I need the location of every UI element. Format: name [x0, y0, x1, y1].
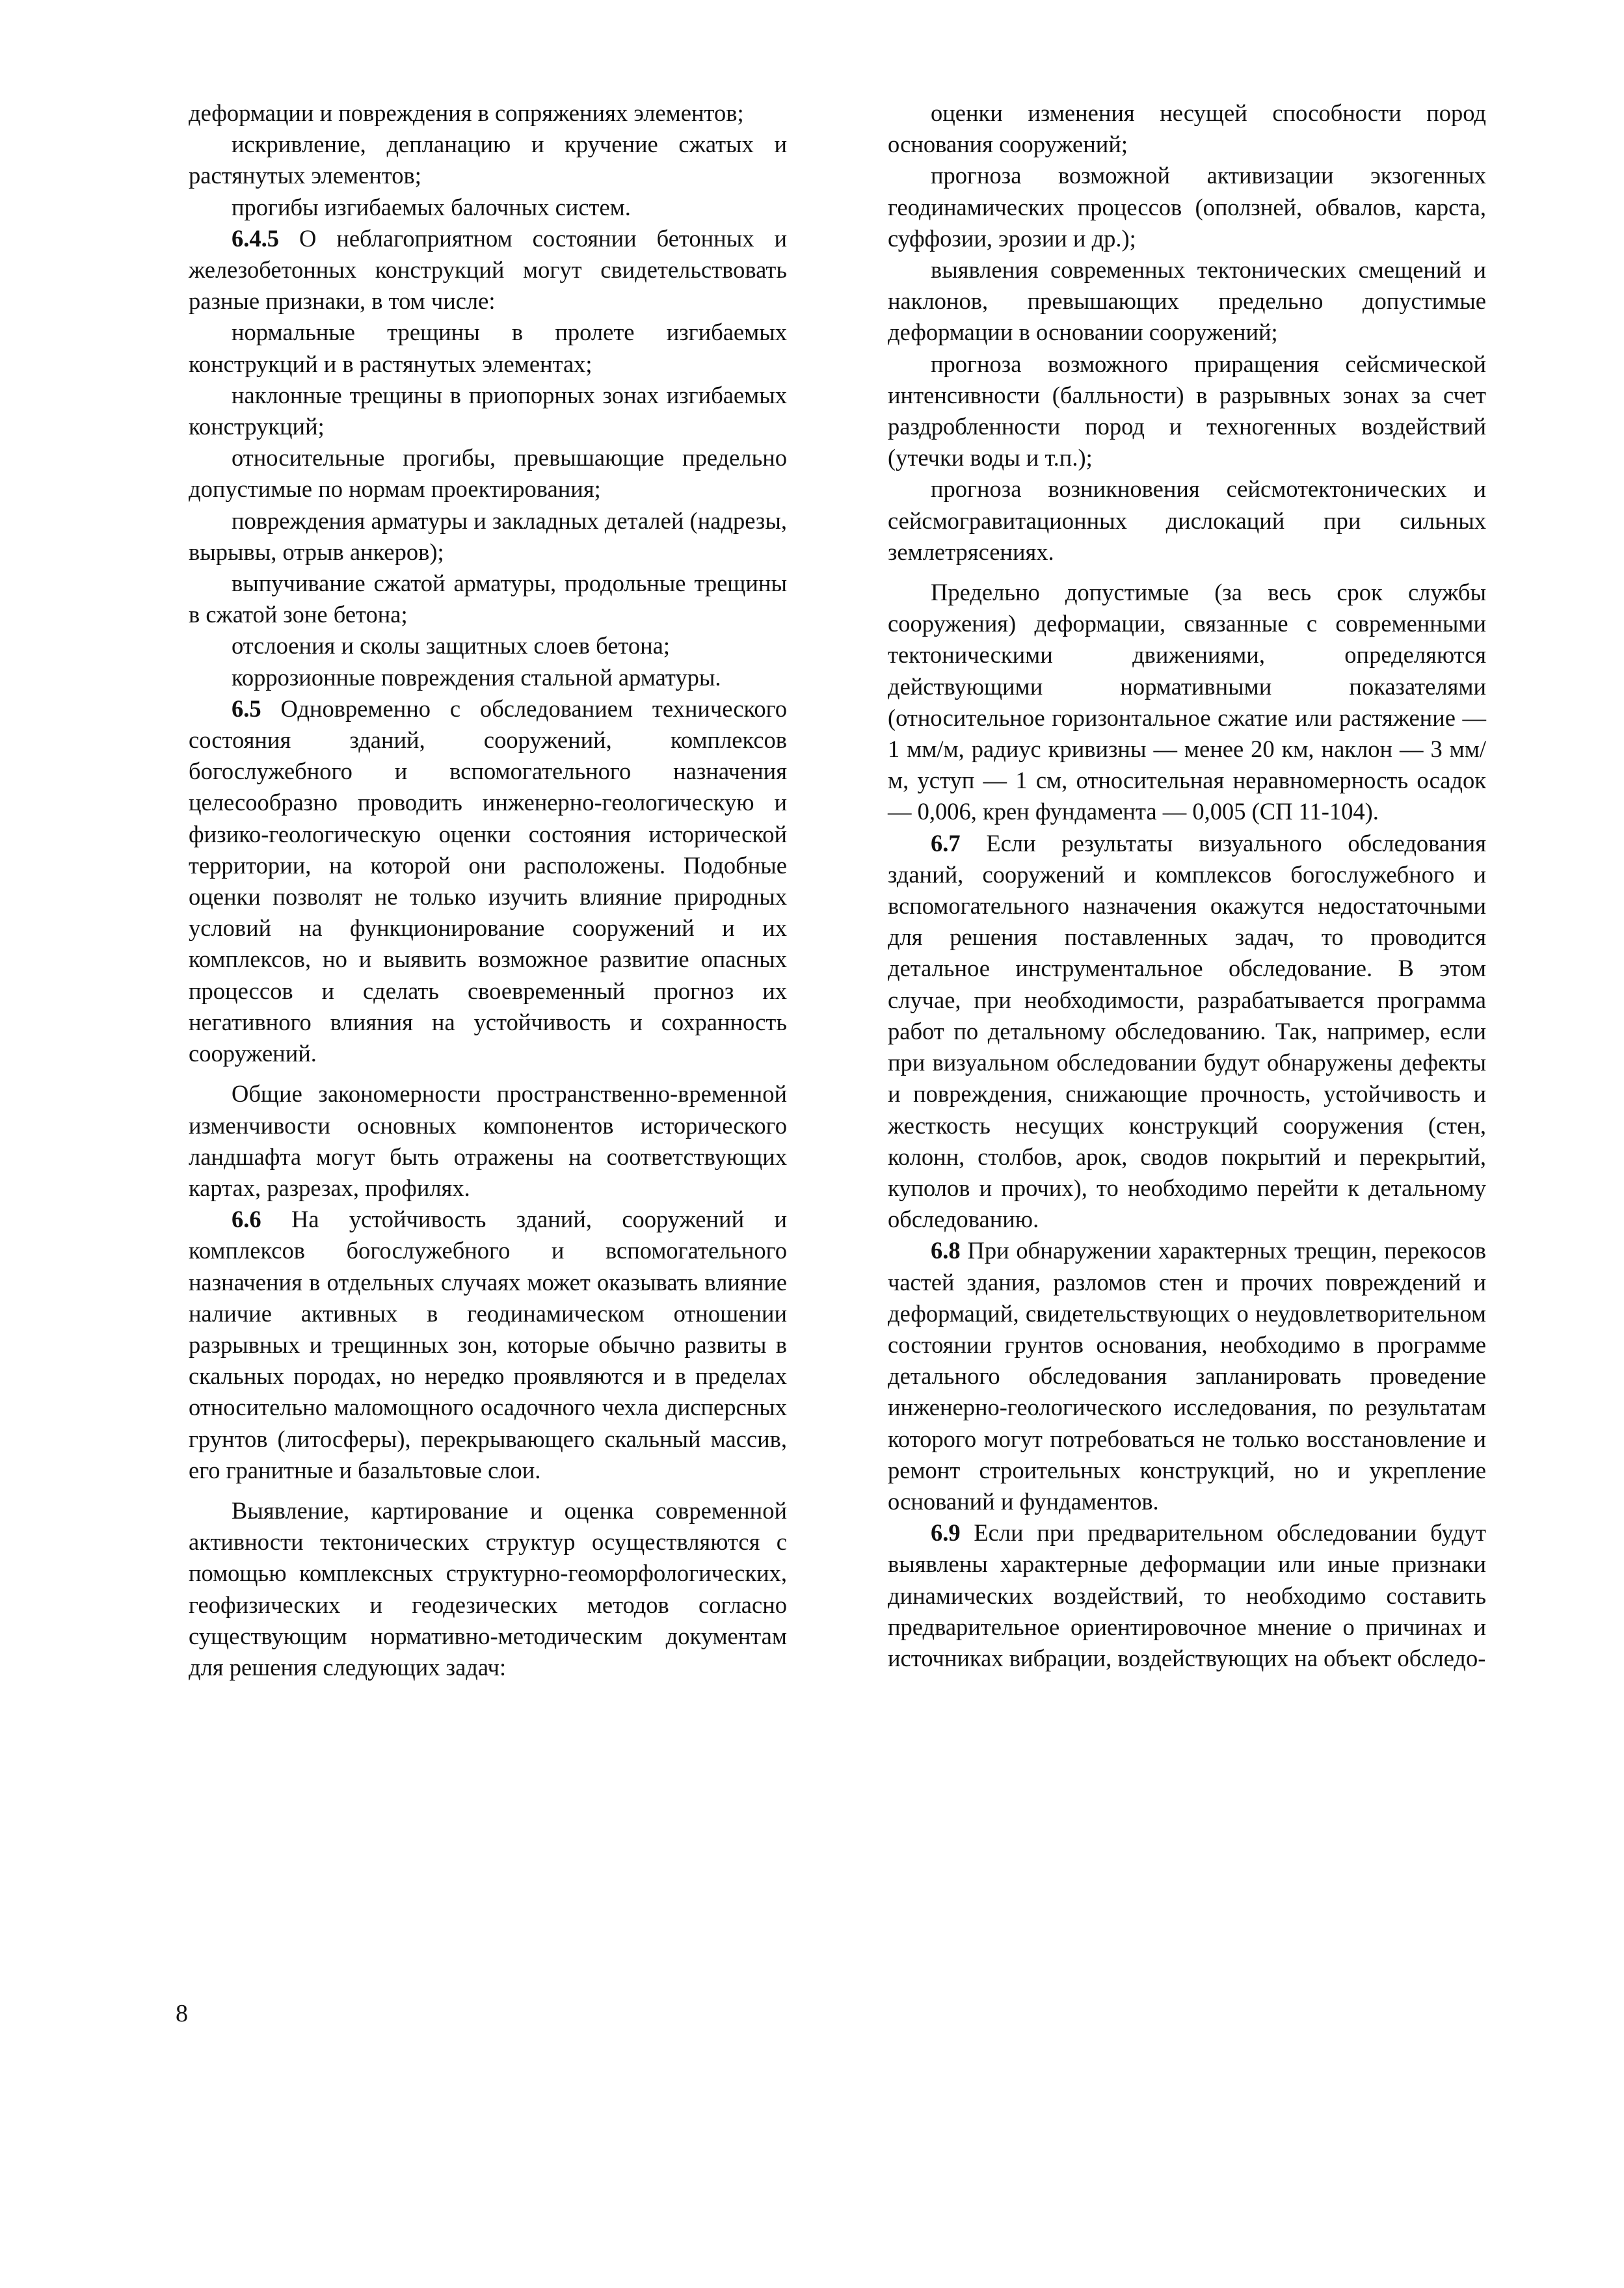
- list-item: наклонные трещины в приопорных зонах изгибаемых конструкций;: [189, 381, 787, 440]
- section-number: 6.8: [931, 1237, 961, 1264]
- section-paragraph-6-5: 6.5 Одновременно с обследованием технического состояния зданий, сооружений, комплексов богослужебного и вспомогательного назначения целесообразно проводить инженерно-геологическую и физико-геологическую оценки состояния исторической территории, на которой они расположены. Подобные оценки позволят не только изучить влияние природных условий на функционирование сооружений и их комплексов, но и выявить возможное развитие опасных процессов и сделать своевременный прогноз их негативного влияния на устойчивость и сохранность сооружений.: [189, 695, 787, 1067]
- list-item: оценки изменения несущей способности пород основания сооружений;: [888, 100, 1486, 158]
- section-number: 6.7: [931, 829, 961, 857]
- list-item: прогноза возможного приращения сейсмической интенсивности (балльности) в разрывных зонах за счет раздробленности пород и техногенных воздействий (утечки воды и т.п.);: [888, 350, 1486, 472]
- paragraph: Предельно допустимые (за весь срок службы сооружения) деформации, связанные с современными тектоническими движениями, определяются действующими нормативными показателями (относительное горизонтальное сжатие или растяжение — 1 мм/м, радиус кривизны — менее 20 км, наклон — 3 мм/м, уступ — 1 см, относительная неравномерность осадок — 0,006, крен фундамента — 0,005 (СП 11-104).: [888, 579, 1486, 825]
- list-item: прогноза возникновения сейсмотектонических и сейсмогравитационных дислокаций при сильных землетрясениях.: [888, 475, 1486, 565]
- list-item: прогноза возможной активизации экзогенных геодинамических процессов (оползней, обвалов, карста, суффозии, эрозии и др.);: [888, 162, 1486, 252]
- list-item: нормальные трещины в пролете изгибаемых конструкций и в растянутых элементах;: [189, 319, 787, 377]
- list-item: коррозионные повреждения стальной арматуры.: [232, 663, 721, 691]
- list-item: повреждения арматуры и закладных деталей (надрезы, вырывы, отрыв анкеров);: [189, 507, 787, 565]
- section-number: 6.4.5: [232, 224, 279, 252]
- list-item: выпучивание сжатой арматуры, продольные трещины в сжатой зоне бетона;: [189, 570, 787, 628]
- page-number: 8: [176, 2000, 188, 2027]
- section-number: 6.6: [232, 1206, 261, 1233]
- section-number: 6.9: [931, 1519, 961, 1547]
- right-column: [888, 98, 1486, 1674]
- section-paragraph-6-6: 6.6 На устойчивость зданий, сооружений и комплексов богослужебного и вспомогательного назначения в отдельных случаях может оказывать влияние наличие активных в геодинамическом отношении разрывных и трещинных зон, которые обычно развиты в скальных породах, но нередко проявляются и в пределах относительно маломощного осадочного чехла дисперсных грунтов (литосферы), перекрывающего скальный массив, его гранитные и базальтовые слои.: [189, 1206, 787, 1483]
- list-item: относительные прогибы, превышающие предельно допустимые по нормам проектирования;: [189, 444, 787, 503]
- section-number: 6.5: [232, 695, 261, 722]
- section-paragraph-6-4-5: 6.4.5 О неблагоприятном состоянии бетонных и железобетонных конструкций могут свидетельствовать разные признаки, в том числе:: [189, 224, 787, 315]
- paragraph: Выявление, картирование и оценка современной активности тектонических структур осуществляются с помощью комплексных структурно-геоморфологических, геофизических и геодезических методов согласно существующим нормативно-методическим документам для решения следующих задач:: [189, 1497, 787, 1681]
- paragraph: Общие закономерности пространственно-временной изменчивости основных компонентов исторического ландшафта могут быть отражены на соответствующих картах, разрезах, профилях.: [189, 1080, 787, 1201]
- list-item: выявления современных тектонических смещений и наклонов, превышающих предельно допустимые деформации в основании сооружений;: [888, 256, 1486, 346]
- paragraph: прогибы изгибаемых балочных систем.: [232, 193, 631, 220]
- section-paragraph-6-8: 6.8 При обнаружении характерных трещин, перекосов частей здания, разломов стен и прочих повреждений и деформаций, свидетельствующих о неудовлетворительном состоянии грунтов основания, необходимо в программе детального обследования запланировать проведение инженерно-геологического исследования, по результатам которого могут потребоваться не только восстановление и ремонт строительных конструкций, но и укрепление оснований и фундаментов.: [888, 1237, 1486, 1515]
- list-item: отслоения и сколы защитных слоев бетона;: [232, 632, 671, 659]
- section-paragraph-6-7: 6.7 Если результаты визуального обследования зданий, сооружений и комплексов богослужебного и вспомогательного назначения окажутся недостаточными для решения поставленных задач, то проводится детальное инструментальное обследование. В этом случае, при необходимости, разрабатывается программа работ по детальному обследованию. Так, например, если при визуальном обследовании будут обнаружены дефекты и повреждения, снижающие прочность, устойчивость и жесткость несущих конструкций сооружения (стен, колонн, столбов, арок, сводов покрытий и перекрытий, куполов и прочих), то необходимо перейти к детальному обследованию.: [888, 829, 1486, 1233]
- section-paragraph-6-9: 6.9 Если при предварительном обследовании будут выявлены характерные деформации или иные признаки динамических воздействий, то необходимо составить предварительное ориентировочное мнение о причинах и источниках вибрации, воздействующих на объект обследо-: [888, 1519, 1486, 1671]
- left-column: [189, 98, 787, 1683]
- paragraph: деформации и повреждения в сопряжениях элементов;: [189, 100, 744, 126]
- paragraph: искривление, депланацию и кручение сжатых и растянутых элементов;: [189, 131, 787, 189]
